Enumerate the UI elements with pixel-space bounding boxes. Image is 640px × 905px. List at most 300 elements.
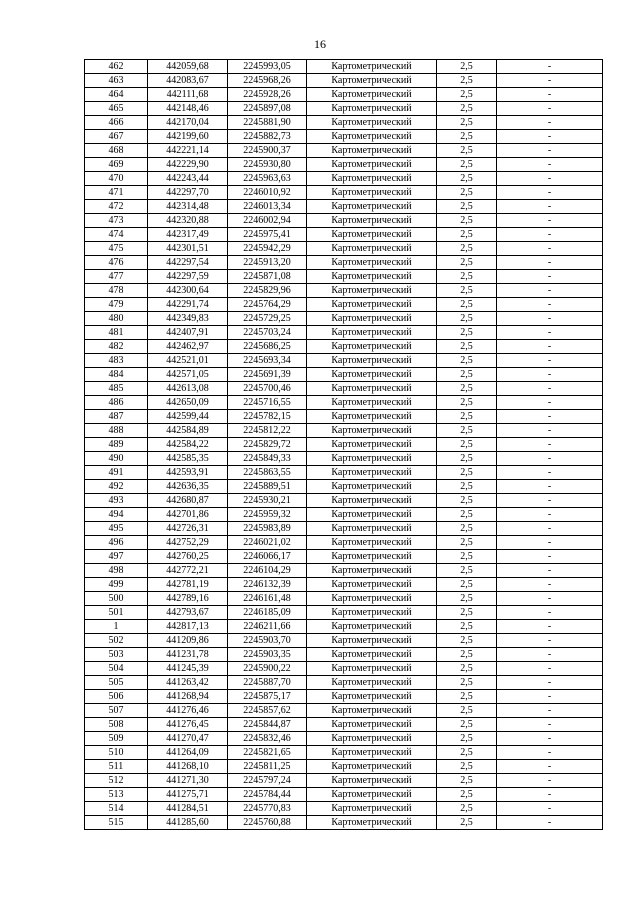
point-number-cell: 465 [85,102,148,116]
point-number-cell: 484 [85,368,148,382]
description-cell: - [497,200,603,214]
table-row [85,564,603,578]
y-coordinate-cell: 2245849,33 [228,452,307,466]
method-cell: Картометрический [307,130,437,144]
table-row [85,74,603,88]
x-coordinate-cell: 441209,86 [148,634,228,648]
y-coordinate-cell: 2245812,22 [228,424,307,438]
x-coordinate-cell: 442148,46 [148,102,228,116]
description-cell: - [497,816,603,830]
point-number-cell: 464 [85,88,148,102]
x-coordinate-cell: 442300,64 [148,284,228,298]
x-coordinate-cell: 442407,91 [148,326,228,340]
y-coordinate-cell: 2245693,34 [228,354,307,368]
y-coordinate-cell: 2245900,37 [228,144,307,158]
point-number-cell: 468 [85,144,148,158]
method-cell: Картометрический [307,326,437,340]
point-number-cell: 493 [85,494,148,508]
y-coordinate-cell: 2245903,35 [228,648,307,662]
table-row [85,662,603,676]
description-cell: - [497,438,603,452]
description-cell: - [497,676,603,690]
accuracy-cell: 2,5 [437,186,497,200]
table-row [85,634,603,648]
point-number-cell: 463 [85,74,148,88]
y-coordinate-cell: 2246185,09 [228,606,307,620]
method-cell: Картометрический [307,788,437,802]
table-row [85,340,603,354]
description-cell: - [497,536,603,550]
y-coordinate-cell: 2245882,73 [228,130,307,144]
table-row [85,438,603,452]
y-coordinate-cell: 2246010,92 [228,186,307,200]
accuracy-cell: 2,5 [437,158,497,172]
description-cell: - [497,186,603,200]
accuracy-cell: 2,5 [437,816,497,830]
table-row [85,452,603,466]
point-number-cell: 501 [85,606,148,620]
table-row [85,368,603,382]
x-coordinate-cell: 441264,09 [148,746,228,760]
accuracy-cell: 2,5 [437,620,497,634]
y-coordinate-cell: 2245829,72 [228,438,307,452]
point-number-cell: 477 [85,270,148,284]
method-cell: Картометрический [307,424,437,438]
table-row [85,396,603,410]
method-cell: Картометрический [307,186,437,200]
description-cell: - [497,606,603,620]
x-coordinate-cell: 442793,67 [148,606,228,620]
y-coordinate-cell: 2245691,39 [228,368,307,382]
accuracy-cell: 2,5 [437,578,497,592]
x-coordinate-cell: 442199,60 [148,130,228,144]
method-cell: Картометрический [307,144,437,158]
method-cell: Картометрический [307,494,437,508]
method-cell: Картометрический [307,172,437,186]
x-coordinate-cell: 442571,05 [148,368,228,382]
x-coordinate-cell: 442584,89 [148,424,228,438]
method-cell: Картометрический [307,760,437,774]
description-cell: - [497,116,603,130]
y-coordinate-cell: 2245903,70 [228,634,307,648]
y-coordinate-cell: 2245968,26 [228,74,307,88]
description-cell: - [497,130,603,144]
description-cell: - [497,214,603,228]
accuracy-cell: 2,5 [437,466,497,480]
method-cell: Картометрический [307,550,437,564]
y-coordinate-cell: 2246002,94 [228,214,307,228]
accuracy-cell: 2,5 [437,508,497,522]
accuracy-cell: 2,5 [437,480,497,494]
point-number-cell: 485 [85,382,148,396]
accuracy-cell: 2,5 [437,298,497,312]
y-coordinate-cell: 2246021,02 [228,536,307,550]
table-row [85,60,603,74]
table-row [85,816,603,830]
description-cell: - [497,662,603,676]
point-number-cell: 505 [85,676,148,690]
method-cell: Картометрический [307,256,437,270]
point-number-cell: 473 [85,214,148,228]
point-number-cell: 466 [85,116,148,130]
point-number-cell: 514 [85,802,148,816]
x-coordinate-cell: 442297,54 [148,256,228,270]
point-number-cell: 482 [85,340,148,354]
method-cell: Картометрический [307,382,437,396]
method-cell: Картометрический [307,228,437,242]
y-coordinate-cell: 2245686,25 [228,340,307,354]
accuracy-cell: 2,5 [437,592,497,606]
description-cell: - [497,508,603,522]
method-cell: Картометрический [307,718,437,732]
table-row [85,424,603,438]
method-cell: Картометрический [307,648,437,662]
table-row [85,466,603,480]
x-coordinate-cell: 442726,31 [148,522,228,536]
method-cell: Картометрический [307,676,437,690]
accuracy-cell: 2,5 [437,452,497,466]
description-cell: - [497,704,603,718]
y-coordinate-cell: 2246013,34 [228,200,307,214]
method-cell: Картометрический [307,298,437,312]
accuracy-cell: 2,5 [437,116,497,130]
accuracy-cell: 2,5 [437,88,497,102]
table-row [85,718,603,732]
method-cell: Картометрический [307,522,437,536]
page-number: 16 [314,37,326,51]
description-cell: - [497,60,603,74]
point-number-cell: 495 [85,522,148,536]
y-coordinate-cell: 2245942,29 [228,242,307,256]
x-coordinate-cell: 442521,01 [148,354,228,368]
method-cell: Картометрический [307,480,437,494]
description-cell: - [497,424,603,438]
description-cell: - [497,256,603,270]
x-coordinate-cell: 442221,14 [148,144,228,158]
table-row [85,256,603,270]
table-row [85,508,603,522]
table-row [85,494,603,508]
method-cell: Картометрический [307,312,437,326]
method-cell: Картометрический [307,396,437,410]
y-coordinate-cell: 2245993,05 [228,60,307,74]
x-coordinate-cell: 442111,68 [148,88,228,102]
table-row [85,242,603,256]
method-cell: Картометрический [307,746,437,760]
description-cell: - [497,550,603,564]
method-cell: Картометрический [307,452,437,466]
x-coordinate-cell: 441284,51 [148,802,228,816]
accuracy-cell: 2,5 [437,270,497,284]
table-row [85,382,603,396]
accuracy-cell: 2,5 [437,368,497,382]
table-row [85,88,603,102]
description-cell: - [497,242,603,256]
table-row [85,116,603,130]
table-row [85,774,603,788]
table-row [85,578,603,592]
point-number-cell: 494 [85,508,148,522]
description-cell: - [497,354,603,368]
x-coordinate-cell: 441276,46 [148,704,228,718]
accuracy-cell: 2,5 [437,228,497,242]
description-cell: - [497,102,603,116]
x-coordinate-cell: 442349,83 [148,312,228,326]
y-coordinate-cell: 2246132,39 [228,578,307,592]
x-coordinate-cell: 442752,29 [148,536,228,550]
description-cell: - [497,382,603,396]
method-cell: Картометрический [307,732,437,746]
description-cell: - [497,270,603,284]
y-coordinate-cell: 2246211,66 [228,620,307,634]
x-coordinate-cell: 442301,51 [148,242,228,256]
accuracy-cell: 2,5 [437,522,497,536]
method-cell: Картометрический [307,354,437,368]
method-cell: Картометрический [307,774,437,788]
table-row [85,298,603,312]
x-coordinate-cell: 441263,42 [148,676,228,690]
y-coordinate-cell: 2245930,80 [228,158,307,172]
x-coordinate-cell: 441231,78 [148,648,228,662]
method-cell: Картометрический [307,578,437,592]
table-row [85,354,603,368]
description-cell: - [497,690,603,704]
table-row [85,186,603,200]
description-cell: - [497,592,603,606]
table-row [85,228,603,242]
x-coordinate-cell: 442317,49 [148,228,228,242]
accuracy-cell: 2,5 [437,662,497,676]
y-coordinate-cell: 2245829,96 [228,284,307,298]
accuracy-cell: 2,5 [437,396,497,410]
y-coordinate-cell: 2245913,20 [228,256,307,270]
accuracy-cell: 2,5 [437,788,497,802]
description-cell: - [497,396,603,410]
table-row [85,144,603,158]
x-coordinate-cell: 441271,30 [148,774,228,788]
description-cell: - [497,144,603,158]
accuracy-cell: 2,5 [437,410,497,424]
y-coordinate-cell: 2245963,63 [228,172,307,186]
method-cell: Картометрический [307,74,437,88]
x-coordinate-cell: 442781,19 [148,578,228,592]
table-row [85,676,603,690]
description-cell: - [497,284,603,298]
y-coordinate-cell: 2245889,51 [228,480,307,494]
x-coordinate-cell: 442243,44 [148,172,228,186]
x-coordinate-cell: 442314,48 [148,200,228,214]
point-number-cell: 470 [85,172,148,186]
method-cell: Картометрический [307,564,437,578]
table-row [85,550,603,564]
description-cell: - [497,788,603,802]
table-row [85,704,603,718]
accuracy-cell: 2,5 [437,536,497,550]
x-coordinate-cell: 442585,35 [148,452,228,466]
y-coordinate-cell: 2245811,25 [228,760,307,774]
accuracy-cell: 2,5 [437,144,497,158]
point-number-cell: 467 [85,130,148,144]
x-coordinate-cell: 441285,60 [148,816,228,830]
accuracy-cell: 2,5 [437,746,497,760]
method-cell: Картометрический [307,592,437,606]
x-coordinate-cell: 441276,45 [148,718,228,732]
method-cell: Картометрический [307,116,437,130]
table-row [85,732,603,746]
x-coordinate-cell: 442760,25 [148,550,228,564]
y-coordinate-cell: 2245716,55 [228,396,307,410]
x-coordinate-cell: 442170,04 [148,116,228,130]
table-row [85,214,603,228]
accuracy-cell: 2,5 [437,102,497,116]
coordinates-table [84,59,603,830]
description-cell: - [497,634,603,648]
description-cell: - [497,326,603,340]
x-coordinate-cell: 442083,67 [148,74,228,88]
y-coordinate-cell: 2245975,41 [228,228,307,242]
point-number-cell: 491 [85,466,148,480]
description-cell: - [497,158,603,172]
description-cell: - [497,480,603,494]
point-number-cell: 496 [85,536,148,550]
accuracy-cell: 2,5 [437,718,497,732]
point-number-cell: 502 [85,634,148,648]
method-cell: Картометрический [307,620,437,634]
table-row [85,326,603,340]
table-row [85,284,603,298]
point-number-cell: 490 [85,452,148,466]
accuracy-cell: 2,5 [437,494,497,508]
y-coordinate-cell: 2245887,70 [228,676,307,690]
method-cell: Картометрический [307,158,437,172]
description-cell: - [497,312,603,326]
method-cell: Картометрический [307,438,437,452]
accuracy-cell: 2,5 [437,312,497,326]
y-coordinate-cell: 2245983,89 [228,522,307,536]
y-coordinate-cell: 2245770,83 [228,802,307,816]
accuracy-cell: 2,5 [437,774,497,788]
point-number-cell: 1 [85,620,148,634]
point-number-cell: 506 [85,690,148,704]
table-row [85,102,603,116]
method-cell: Картометрический [307,200,437,214]
x-coordinate-cell: 442817,13 [148,620,228,634]
method-cell: Картометрический [307,102,437,116]
accuracy-cell: 2,5 [437,606,497,620]
description-cell: - [497,620,603,634]
point-number-cell: 469 [85,158,148,172]
y-coordinate-cell: 2246066,17 [228,550,307,564]
x-coordinate-cell: 442229,90 [148,158,228,172]
y-coordinate-cell: 2245930,21 [228,494,307,508]
description-cell: - [497,760,603,774]
point-number-cell: 499 [85,578,148,592]
description-cell: - [497,802,603,816]
accuracy-cell: 2,5 [437,74,497,88]
table-row [85,270,603,284]
point-number-cell: 486 [85,396,148,410]
accuracy-cell: 2,5 [437,60,497,74]
description-cell: - [497,564,603,578]
accuracy-cell: 2,5 [437,214,497,228]
accuracy-cell: 2,5 [437,732,497,746]
y-coordinate-cell: 2245764,29 [228,298,307,312]
point-number-cell: 487 [85,410,148,424]
x-coordinate-cell: 442613,08 [148,382,228,396]
y-coordinate-cell: 2245863,55 [228,466,307,480]
method-cell: Картометрический [307,284,437,298]
table-row [85,480,603,494]
table-row [85,536,603,550]
point-number-cell: 471 [85,186,148,200]
table-row [85,410,603,424]
point-number-cell: 488 [85,424,148,438]
point-number-cell: 498 [85,564,148,578]
table-row [85,760,603,774]
accuracy-cell: 2,5 [437,130,497,144]
x-coordinate-cell: 442320,88 [148,214,228,228]
method-cell: Картометрический [307,410,437,424]
accuracy-cell: 2,5 [437,284,497,298]
point-number-cell: 475 [85,242,148,256]
table-row [85,158,603,172]
accuracy-cell: 2,5 [437,648,497,662]
x-coordinate-cell: 441270,47 [148,732,228,746]
description-cell: - [497,494,603,508]
coordinates-table-body [85,60,603,830]
accuracy-cell: 2,5 [437,340,497,354]
x-coordinate-cell: 442599,44 [148,410,228,424]
point-number-cell: 474 [85,228,148,242]
x-coordinate-cell: 442059,68 [148,60,228,74]
accuracy-cell: 2,5 [437,354,497,368]
point-number-cell: 507 [85,704,148,718]
x-coordinate-cell: 441268,10 [148,760,228,774]
method-cell: Картометрический [307,536,437,550]
point-number-cell: 504 [85,662,148,676]
point-number-cell: 483 [85,354,148,368]
point-number-cell: 472 [85,200,148,214]
accuracy-cell: 2,5 [437,424,497,438]
point-number-cell: 515 [85,816,148,830]
table-row [85,522,603,536]
point-number-cell: 511 [85,760,148,774]
description-cell: - [497,228,603,242]
point-number-cell: 462 [85,60,148,74]
description-cell: - [497,466,603,480]
y-coordinate-cell: 2245760,88 [228,816,307,830]
x-coordinate-cell: 442462,97 [148,340,228,354]
description-cell: - [497,452,603,466]
table-row [85,130,603,144]
method-cell: Картометрический [307,508,437,522]
y-coordinate-cell: 2245700,46 [228,382,307,396]
method-cell: Картометрический [307,690,437,704]
y-coordinate-cell: 2245875,17 [228,690,307,704]
accuracy-cell: 2,5 [437,634,497,648]
y-coordinate-cell: 2245832,46 [228,732,307,746]
table-row [85,746,603,760]
x-coordinate-cell: 442584,22 [148,438,228,452]
method-cell: Картометрический [307,242,437,256]
point-number-cell: 479 [85,298,148,312]
point-number-cell: 478 [85,284,148,298]
y-coordinate-cell: 2245703,24 [228,326,307,340]
y-coordinate-cell: 2245782,15 [228,410,307,424]
accuracy-cell: 2,5 [437,382,497,396]
point-number-cell: 497 [85,550,148,564]
x-coordinate-cell: 442297,70 [148,186,228,200]
